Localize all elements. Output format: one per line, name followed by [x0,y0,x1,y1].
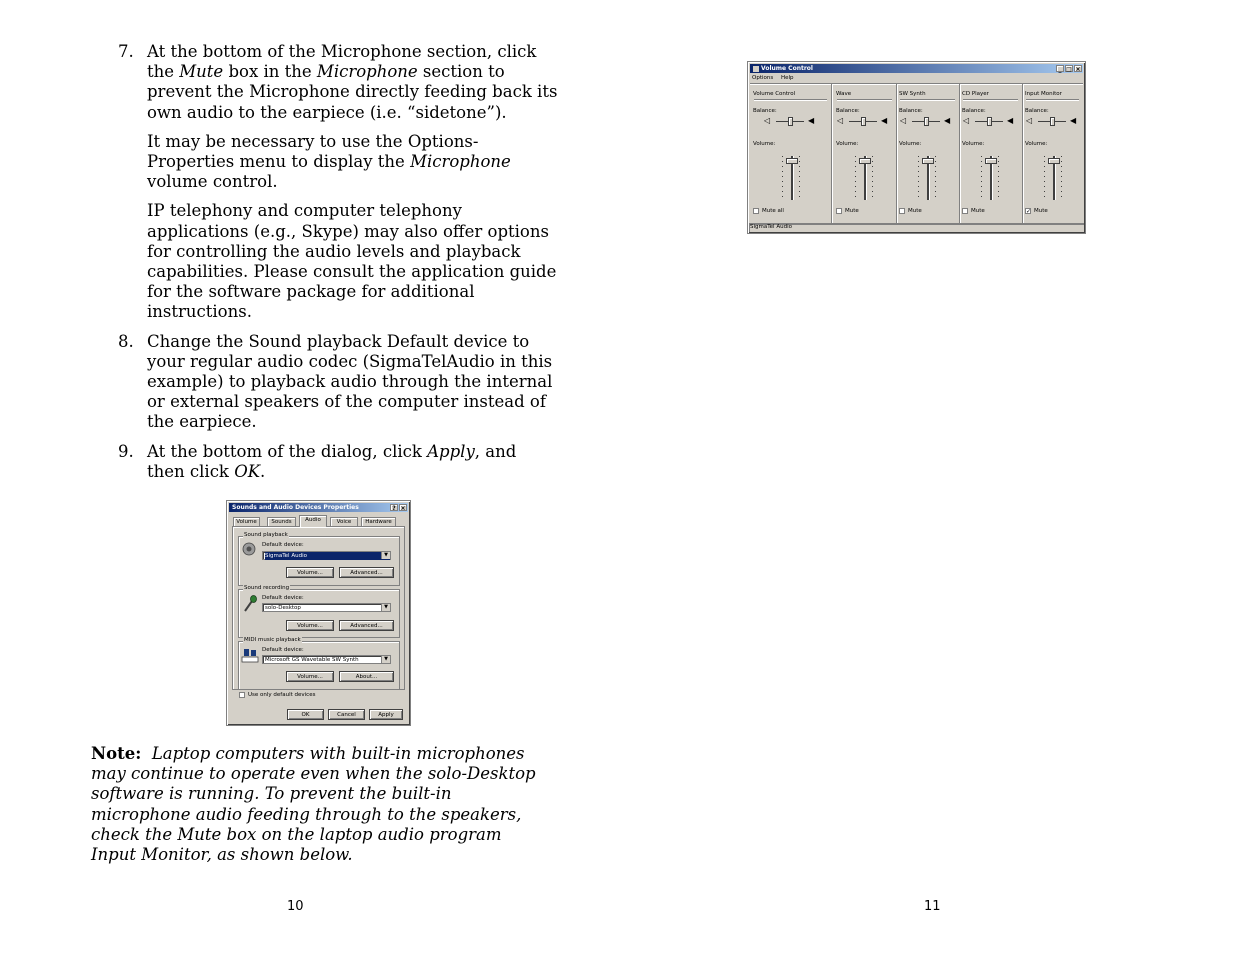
playback-device-select[interactable] [262,551,391,560]
chevron-down-icon: ▼ [381,604,390,611]
column-separator [837,99,892,100]
step-8-text: Change the Sound playback Default device to your regular audio codec (SigmaTelAudio in this example) to playback audio through the internal or external speakers of the computer instead of the earpiece. [147,331,553,432]
use-only-default-label: Use only default devices [248,692,316,698]
balance-label: Balance: [1025,108,1049,114]
minimize-button[interactable]: _ [1056,65,1064,72]
use-only-default-checkbox[interactable] [239,692,245,698]
volume-slider[interactable] [985,158,997,164]
balance-label: Balance: [836,108,860,114]
speaker-right-icon: ◀ [881,116,888,125]
step-7-paragraph-2 [147,132,558,193]
mute-label: Mute [971,208,985,214]
group-label: Sound recording [244,585,290,591]
speaker-left-icon: ◁ [764,116,771,125]
dialog-title: Sounds and Audio Devices Properties [232,504,359,511]
mute-checkbox[interactable] [962,208,968,214]
mute-checkbox[interactable] [836,208,842,214]
menu-help[interactable]: Help [781,75,794,81]
volume-ticks [1044,156,1045,200]
volume-ticks [799,156,800,200]
column-separator [1026,99,1079,100]
mute-checkbox[interactable] [753,208,759,214]
volume-label: Volume: [899,141,922,147]
text: It may be necessary to use the Options-Properties menu to display the [147,131,479,172]
speaker-icon [241,542,257,556]
speaker-right-icon: ◀ [1070,116,1077,125]
recording-device-select[interactable] [262,603,391,612]
sound-recording-group [238,585,400,638]
selected-value: solo-Desktop [265,605,301,611]
emphasis: Mute [179,62,224,82]
instruction-steps [118,42,558,491]
mute-label: Mute all [762,208,784,214]
speaker-icon [753,66,759,72]
tab-sounds[interactable]: Sounds [267,517,296,526]
volume-slider[interactable] [786,158,798,164]
ok-button[interactable]: OK [287,709,324,720]
volume-control-titlebar [750,64,1083,73]
volume-control-window [747,61,1086,234]
text: . [260,461,266,481]
note-text: Laptop computers with built-in microphones may continue to operate even when the solo-Desktop software is running. To prevent the built-in microphone audio feeding through to the speakers, check the Mute box on the laptop audio program Input Monitor, as shown below. [91,744,536,865]
step-7-paragraph-3: IP telephony and computer telephony applications (e.g., Skype) may also offer options for controlling the audio levels and playback capabilities. Please consult the application guide for the software package for additional instructions. [147,201,557,322]
volume-slider[interactable] [859,158,871,164]
volume-ticks [981,156,982,200]
status-bar [749,223,1084,232]
default-device-label: Default device: [262,647,304,653]
status-text: SigmaTel Audio [750,224,792,230]
tab-audio[interactable]: Audio [299,515,327,527]
note-paragraph [91,744,551,865]
volume-ticks [1061,156,1062,200]
balance-slider[interactable] [788,117,793,126]
playback-advanced-button[interactable]: Advanced... [339,567,394,578]
emphasis: Apply [427,441,475,461]
tab-hardware[interactable]: Hardware [361,517,396,526]
speaker-left-icon: ◁ [963,116,970,125]
recording-volume-button[interactable]: Volume... [286,620,334,631]
midi-volume-button[interactable]: Volume... [286,671,334,682]
mute-label: Mute [1034,208,1048,214]
midi-about-button[interactable]: About... [339,671,394,682]
menu-options[interactable]: Options [752,75,774,81]
mixer-column [959,84,1023,223]
speaker-left-icon: ◁ [1026,116,1033,125]
volume-ticks [782,156,783,200]
cancel-button[interactable]: Cancel [328,709,365,720]
step-9-text [147,442,558,482]
speaker-right-icon: ◀ [1007,116,1014,125]
balance-label: Balance: [753,108,777,114]
maximize-button[interactable]: □ [1066,66,1072,73]
text: At the bottom of the dialog, click [147,441,428,461]
chevron-down-icon: ▼ [381,656,390,663]
volume-ticks [855,156,856,200]
balance-slider[interactable] [861,117,866,126]
volume-ticks [918,156,919,200]
step-number: 9. [118,441,134,461]
close-button[interactable]: × [1075,66,1081,73]
mute-checkbox[interactable] [899,208,905,214]
selected-value: SigmaTel Audio [265,552,390,560]
balance-slider[interactable] [987,117,992,126]
check-mark: ✓ [1026,208,1032,215]
step-number: 8. [118,331,134,351]
group-label: Sound playback [244,532,288,538]
default-device-label: Default device: [262,595,304,601]
mute-label: Mute [908,208,922,214]
chevron-down-icon: ▼ [381,552,390,559]
tab-panel [232,526,405,698]
volume-label: Volume: [836,141,859,147]
page-number: 11 [924,899,941,914]
mixer-column [750,84,832,223]
volume-ticks [935,156,936,200]
balance-label: Balance: [899,108,923,114]
channel-name: SW Synth [899,91,926,97]
text: volume control. [147,172,278,192]
sound-playback-group [238,532,400,586]
midi-device-select[interactable] [262,655,391,664]
balance-slider[interactable] [1050,117,1055,126]
microphone-icon [242,595,258,613]
step-number: 7. [118,42,134,61]
step-7 [118,42,558,323]
tab-volume[interactable]: Volume [233,517,260,526]
volume-label: Volume: [962,141,985,147]
right-page [618,0,1235,954]
left-page [0,0,617,954]
volume-label: Volume: [1025,141,1048,147]
midi-playback-group [238,637,400,690]
step-9 [118,442,558,482]
step-7-paragraph-1 [147,42,558,123]
group-label: MIDI music playback [244,637,301,643]
default-device-label: Default device: [262,542,304,548]
speaker-right-icon: ◀ [808,116,815,125]
column-separator [900,99,955,100]
mixer-column [833,84,897,223]
sounds-audio-dialog [226,500,411,726]
channel-name: CD Player [962,91,989,97]
emphasis: Microphone [410,152,511,172]
recording-advanced-button[interactable]: Advanced... [339,620,394,631]
balance-label: Balance: [962,108,986,114]
close-button[interactable]: × [400,505,406,512]
midi-icon [241,647,259,663]
speaker-right-icon: ◀ [944,116,951,125]
channel-name: Wave [836,91,852,97]
note-label: Note: [91,744,142,763]
selected-value: Microsoft GS Wavetable SW Synth [265,657,359,663]
column-separator [754,99,827,100]
balance-slider[interactable] [924,117,929,126]
speaker-left-icon: ◁ [900,116,907,125]
volume-label: Volume: [753,141,776,147]
emphasis: OK [234,461,261,481]
mute-checkbox[interactable] [1025,208,1031,214]
volume-slider[interactable] [1048,158,1060,164]
volume-slider[interactable] [922,158,934,164]
column-separator [963,99,1018,100]
emphasis: Microphone [316,62,418,82]
page-number: 10 [287,899,304,914]
channel-name: Input Monitor [1025,91,1062,97]
mute-label: Mute [845,208,859,214]
channel-name: Volume Control [753,91,796,97]
playback-volume-button[interactable]: Volume... [286,567,334,578]
volume-ticks [998,156,999,200]
apply-button[interactable]: Apply [369,709,403,720]
window-title: Volume Control [761,65,813,72]
text: section to prevent the Microphone directly feeding back its own audio to the earpiece (i.e. “sidetone”). [147,62,558,122]
volume-ticks [872,156,873,200]
mixer-column [896,84,960,223]
mixer-column [1022,84,1083,223]
tab-voice[interactable]: Voice [330,517,358,526]
text: box in the [223,62,317,82]
text: At the bottom of the Microphone section, click the [147,42,537,82]
dialog-titlebar [229,503,408,512]
step-8 [118,332,558,433]
speaker-left-icon: ◁ [837,116,844,125]
help-button[interactable]: ? [390,504,398,511]
text: , and then click [147,441,517,481]
